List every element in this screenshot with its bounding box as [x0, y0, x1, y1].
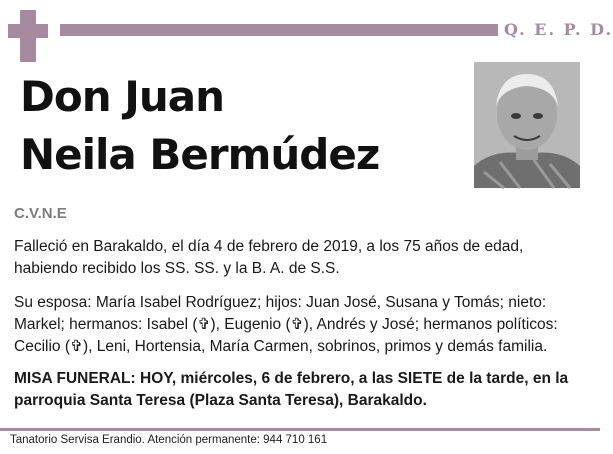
header-rule: [60, 24, 498, 36]
cross-icon-horizontal: [8, 24, 48, 38]
funeral-paragraph: MISA FUNERAL: HOY, miércoles, 6 de febrero, a las SIETE de la tarde, en la parroquia Santa Teresa (Plaza Santa Teresa), Barakaldo.: [14, 370, 569, 409]
organization-label: C.V.N.E: [14, 205, 67, 222]
funeral-home-info: Tanatorio Servisa Erandio. Atención permanente: 944 710 161: [10, 434, 328, 446]
deceased-name-line1: Don Juan: [20, 72, 225, 121]
deceased-name-line2: Neila Bermúdez: [20, 130, 380, 179]
family-paragraph: Su esposa: María Isabel Rodríguez; hijos: Juan José, Susana y Tomás; nieto: Markel; hermanos: Isabel (✞), Eugenio (✞), Andrés y José; hermanos políticos: Cecilio (✞), Leni, Hortensia, María Carmen, sobrinos, primos y demás familia.: [14, 294, 558, 355]
qepd-label: Q. E. P. D.: [504, 20, 613, 39]
footer-rule: [0, 428, 600, 431]
portrait-illustration: [474, 62, 580, 188]
portrait-photo: [474, 62, 580, 188]
death-paragraph: Falleció en Barakaldo, el día 4 de febrero de 2019, a los 75 años de edad, habiendo recibido los SS. SS. y la B. A. de S.S.: [14, 238, 524, 277]
